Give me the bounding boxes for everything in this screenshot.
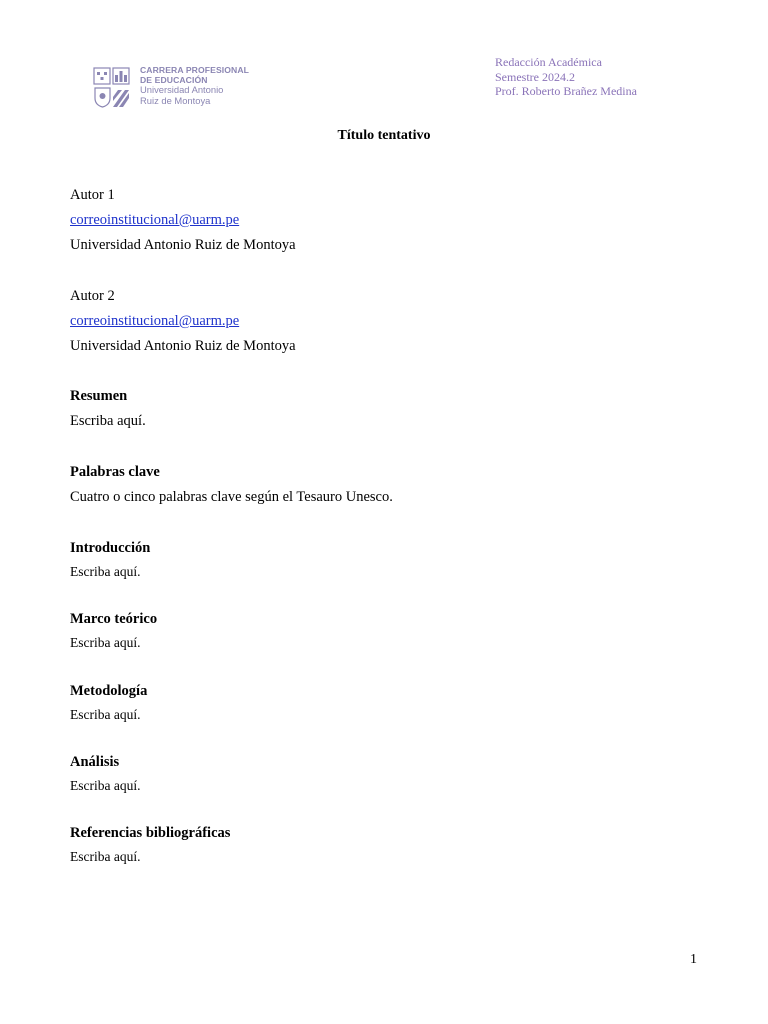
author-name: Autor 2: [70, 288, 115, 304]
university-crest-icon: [93, 66, 131, 108]
section-body: Escriba aquí.: [70, 778, 141, 793]
section-heading: Introducción: [70, 540, 151, 556]
section-heading: Referencias bibliográficas: [70, 825, 231, 841]
course-info: [495, 55, 637, 99]
author-affiliation: Universidad Antonio Ruiz de Montoya: [70, 338, 296, 354]
page-number: 1: [690, 952, 697, 967]
university-logo: [93, 63, 263, 109]
section-introduccion: [70, 536, 150, 584]
section-analisis: [70, 750, 140, 798]
section-body: Escriba aquí.: [70, 413, 146, 429]
document-title: Título tentativo: [337, 128, 431, 143]
logo-line-3: Universidad Antonio: [140, 84, 224, 95]
course-professor: Prof. Roberto Brañez Medina: [495, 84, 637, 98]
section-marco-teorico: [70, 607, 157, 655]
section-heading: Análisis: [70, 754, 120, 770]
logo-wordmark: [140, 65, 249, 106]
logo-line-4: Ruiz de Montoya: [140, 94, 211, 106]
section-body: Escriba aquí.: [70, 635, 141, 650]
section-heading: Resumen: [70, 388, 128, 404]
author-block-2: [70, 284, 296, 359]
section-body: Escriba aquí.: [70, 849, 141, 864]
section-body: Escriba aquí.: [70, 707, 141, 722]
section-heading: Palabras clave: [70, 464, 160, 480]
section-body: Escriba aquí.: [70, 564, 141, 579]
section-heading: Metodología: [70, 683, 148, 699]
course-name: Redacción Académica: [495, 55, 602, 69]
logo-line-2: DE EDUCACIÓN: [140, 75, 208, 85]
course-semester: Semestre 2024.2: [495, 69, 575, 84]
logo-line-1: CARRERA PROFESIONAL: [140, 65, 250, 75]
author-block-1: [70, 183, 296, 258]
section-body: Cuatro o cinco palabras clave según el Tesauro Unesco.: [70, 489, 393, 505]
author-name: Autor 1: [70, 187, 115, 203]
section-resumen: [70, 384, 146, 434]
section-palabras-clave: [70, 460, 393, 510]
author-affiliation: Universidad Antonio Ruiz de Montoya: [70, 237, 296, 253]
section-heading: Marco teórico: [70, 611, 158, 627]
author-email-link[interactable]: correoinstitucional@uarm.pe: [70, 212, 240, 228]
section-metodologia: [70, 679, 147, 727]
author-email-link[interactable]: correoinstitucional@uarm.pe: [70, 313, 240, 329]
section-referencias: [70, 821, 230, 869]
